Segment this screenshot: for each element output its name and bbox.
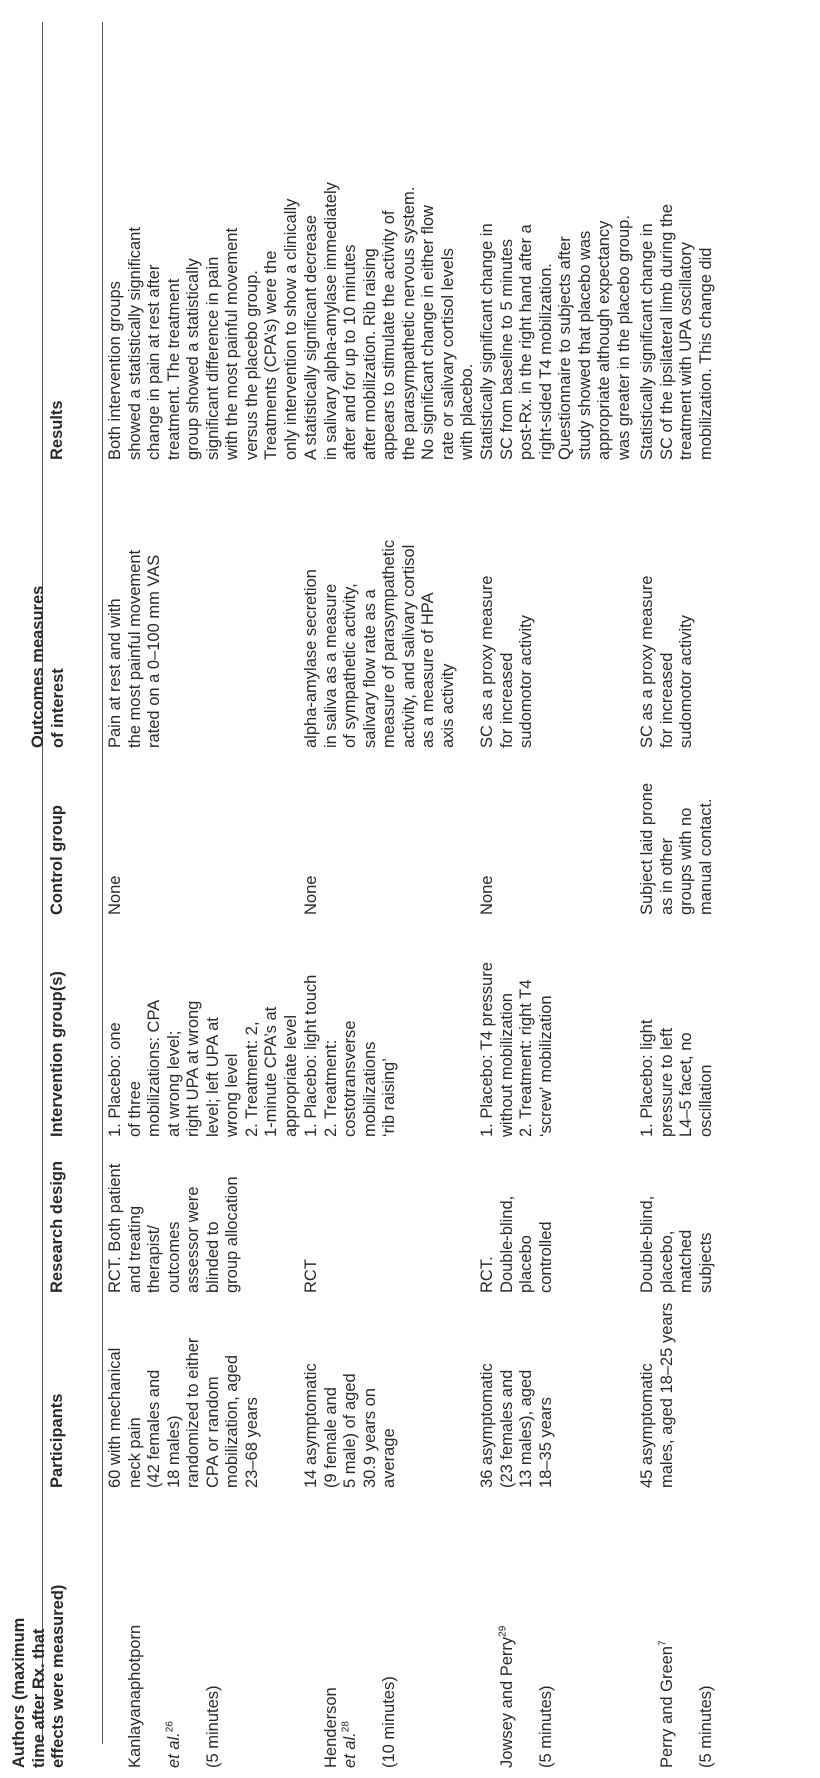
author-ref: 26 [164, 1721, 175, 1733]
row-control: Subject laid prone as in other groups with no manual contact. [638, 782, 715, 915]
header-rule [102, 22, 103, 1744]
author-name: Perry and Green [657, 1646, 676, 1768]
header-intervention: Intervention group(s) [48, 971, 66, 1137]
row-intervention: 1. Placebo: light touch 2. Treatment: costotransverse mobilizations ‘rib raising’ [302, 974, 398, 1137]
row-participants: 45 asymptomatic males, aged 18–25 years [638, 1302, 676, 1488]
author-ref: 29 [497, 1625, 508, 1637]
row-intervention: 1. Placebo: one of three mobilizations: CPA at wrong level; right UPA at wrong level; left UPA at wrong level 2. Treatment: 2, 1-minute CPA’s at appropriate level [106, 999, 300, 1137]
row-design: RCT [302, 1259, 320, 1293]
author-time: (5 minutes) [696, 1685, 715, 1768]
author-etal: et al. [341, 1732, 359, 1768]
row-control: None [302, 875, 320, 915]
header-participants: Participants [48, 1393, 66, 1488]
author-ref: 7 [657, 1640, 668, 1647]
row-outcomes: SC as a proxy measure for increased sudomotor activity [478, 575, 535, 748]
top-rule [42, 22, 43, 1744]
header-authors: Authors (maximum time after Rx. that effects were measured) [10, 1584, 67, 1768]
row-intervention: 1. Placebo: T4 pressure without mobilization 2. Treatment: right T4 ‘screw’ mobilization [478, 962, 555, 1137]
row-results: Both intervention groups showed a statistically significant change in pain at rest after treatment. The treatment group showed a statistically significant difference in pain with the most painful movement versus the placebo group. Treatments (CPA’s) were the only intervention to show a clinically [106, 198, 300, 460]
row-participants: 14 asymptomatic (9 female and 5 male) of aged 30.9 years on average [302, 1363, 398, 1488]
row-results: A statistically significant decrease in salivary alpha-amylase immediately after and for up to 10 minutes after mobilization. Rib raising appears to stimulate the activity of the parasympathetic nervous system. No significant change in either flow rate or salivary cortisol levels with placebo. [302, 182, 476, 460]
row-design: RCT. Double-blind, placebo controlled [478, 1195, 555, 1293]
row-results: Statistically significant change in SC from baseline to 5 minutes post-Rx. in the right hand after a right-sided T4 mobilization. Questionnaire to subjects after study showed that placebo was appropriate although expectancy was greater in the placebo group. [478, 215, 633, 460]
row-participants: 60 with mechanical neck pain (42 females and 18 males) randomized to either CPA or random mobilization, aged 23–68 years [106, 1337, 261, 1488]
row-control: None [478, 875, 496, 915]
row-design: Double-blind, placebo, matched subjects [638, 1195, 715, 1293]
header-control: Control group [48, 805, 66, 915]
author-time: (5 minutes) [536, 1685, 555, 1768]
row-outcomes: Pain at rest and with the most painful movement rated on a 0–100 mm VAS [106, 549, 163, 748]
author-ref: 28 [340, 1721, 352, 1733]
row-design: RCT. Both patient and treating therapist/ outcomes assessor were blinded to group allocation [106, 1163, 241, 1293]
row-author [106, 1498, 223, 1768]
row-outcomes: SC as a proxy measure for increased sudomotor activity [638, 575, 695, 748]
author-name: Kanlayanaphotporn [125, 1624, 144, 1768]
row-results: Statistically significant change in SC of the ipsilateral limb during the treatment with UPA oscillatory mobilization. This change did [638, 204, 715, 460]
author-name: Jowsey and Perry [497, 1636, 516, 1768]
row-outcomes: alpha-amylase secretion in saliva as a measure of sympathetic activity, salivary flow rate as a measure of parasympathetic activity, and salivary cortisol as a measure of HPA axis activity [302, 539, 457, 748]
row-control: None [106, 875, 124, 915]
row-author [302, 1498, 400, 1768]
row-author [638, 1498, 716, 1768]
row-participants: 36 asymptomatic (23 females and 13 males), aged 18–35 years [478, 1363, 555, 1488]
author-time: (5 minutes) [203, 1685, 222, 1768]
row-author [478, 1498, 556, 1768]
header-design: Research design [48, 1160, 66, 1293]
author-etal: et al. [164, 1732, 183, 1768]
header-results: Results [48, 400, 66, 460]
row-intervention: 1. Placebo: light pressure to left L4–5 facet, no oscillation [638, 1019, 715, 1137]
author-time: (10 minutes) [380, 1676, 398, 1768]
author-name: Henderson [321, 1687, 340, 1768]
header-outcomes: Outcomes measures of interest [29, 585, 67, 748]
